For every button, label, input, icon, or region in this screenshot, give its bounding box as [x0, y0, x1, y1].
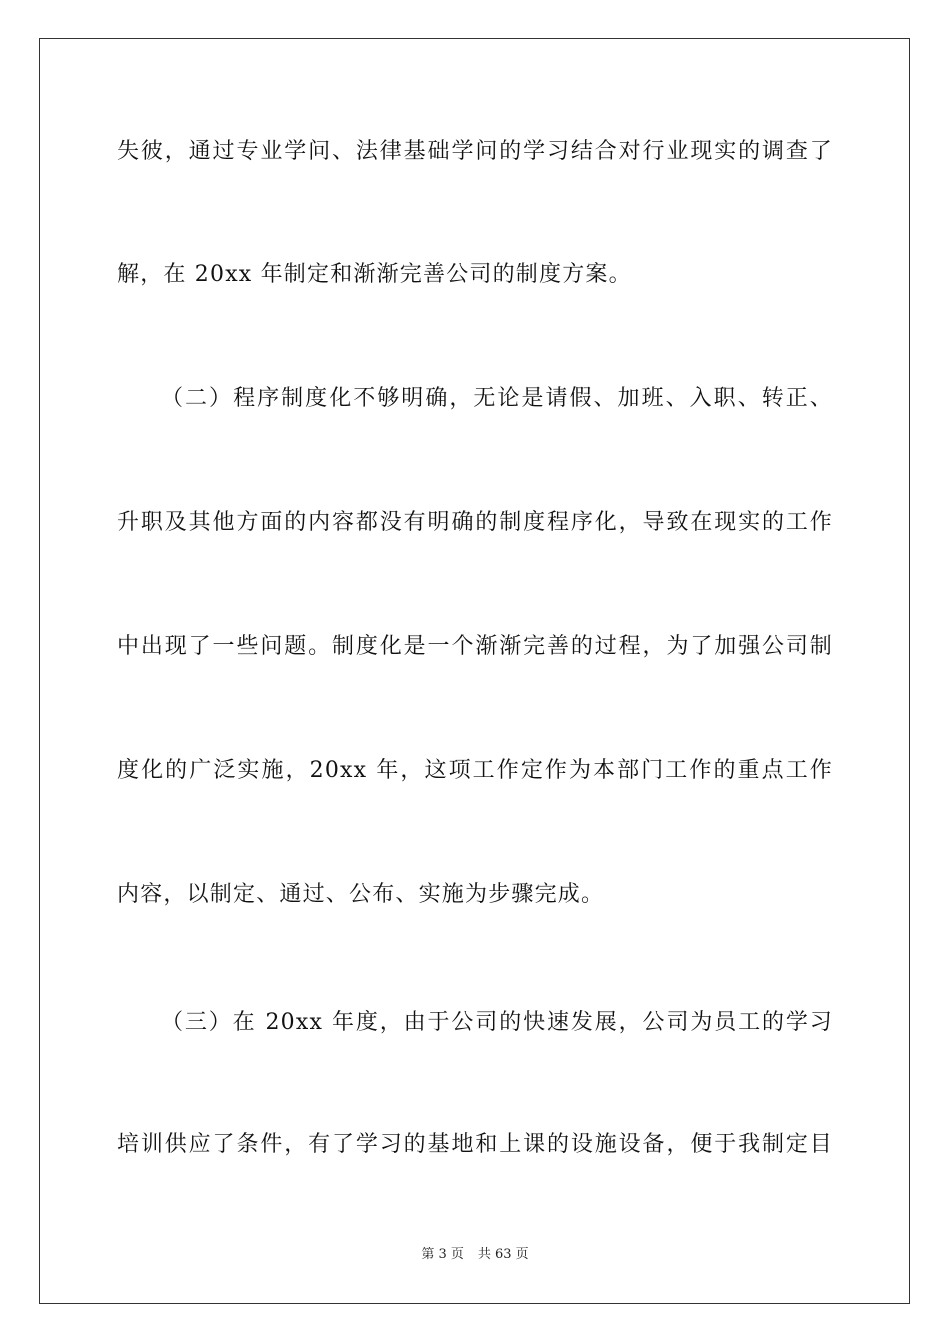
body-text-line-3: （二）程序制度化不够明确，无论是请假、加班、入职、转正、 [161, 386, 833, 411]
page-number: 第 3 页 [421, 1247, 464, 1262]
page-border [39, 38, 910, 1304]
body-text-line-9: 培训供应了条件，有了学习的基地和上课的设施设备，便于我制定目 [117, 1132, 833, 1157]
body-text-line-5: 中出现了一些问题。制度化是一个渐渐完善的过程，为了加强公司制 [117, 634, 833, 659]
body-text-line-2: 解，在 20xx 年制定和渐渐完善公司的制度方案。 [117, 262, 632, 287]
page-total: 共 63 页 [477, 1247, 529, 1262]
body-text-line-8: （三）在 20xx 年度，由于公司的快速发展，公司为员工的学习 [161, 1010, 833, 1035]
page-footer [0, 1246, 950, 1264]
body-text-line-7: 内容，以制定、通过、公布、实施为步骤完成。 [117, 882, 605, 907]
body-text-line-6: 度化的广泛实施，20xx 年，这项工作定作为本部门工作的重点工作 [117, 758, 833, 783]
body-text-line-1: 失彼，通过专业学问、法律基础学问的学习结合对行业现实的调查了 [117, 139, 833, 164]
body-text-line-4: 升职及其他方面的内容都没有明确的制度程序化，导致在现实的工作 [117, 510, 833, 535]
